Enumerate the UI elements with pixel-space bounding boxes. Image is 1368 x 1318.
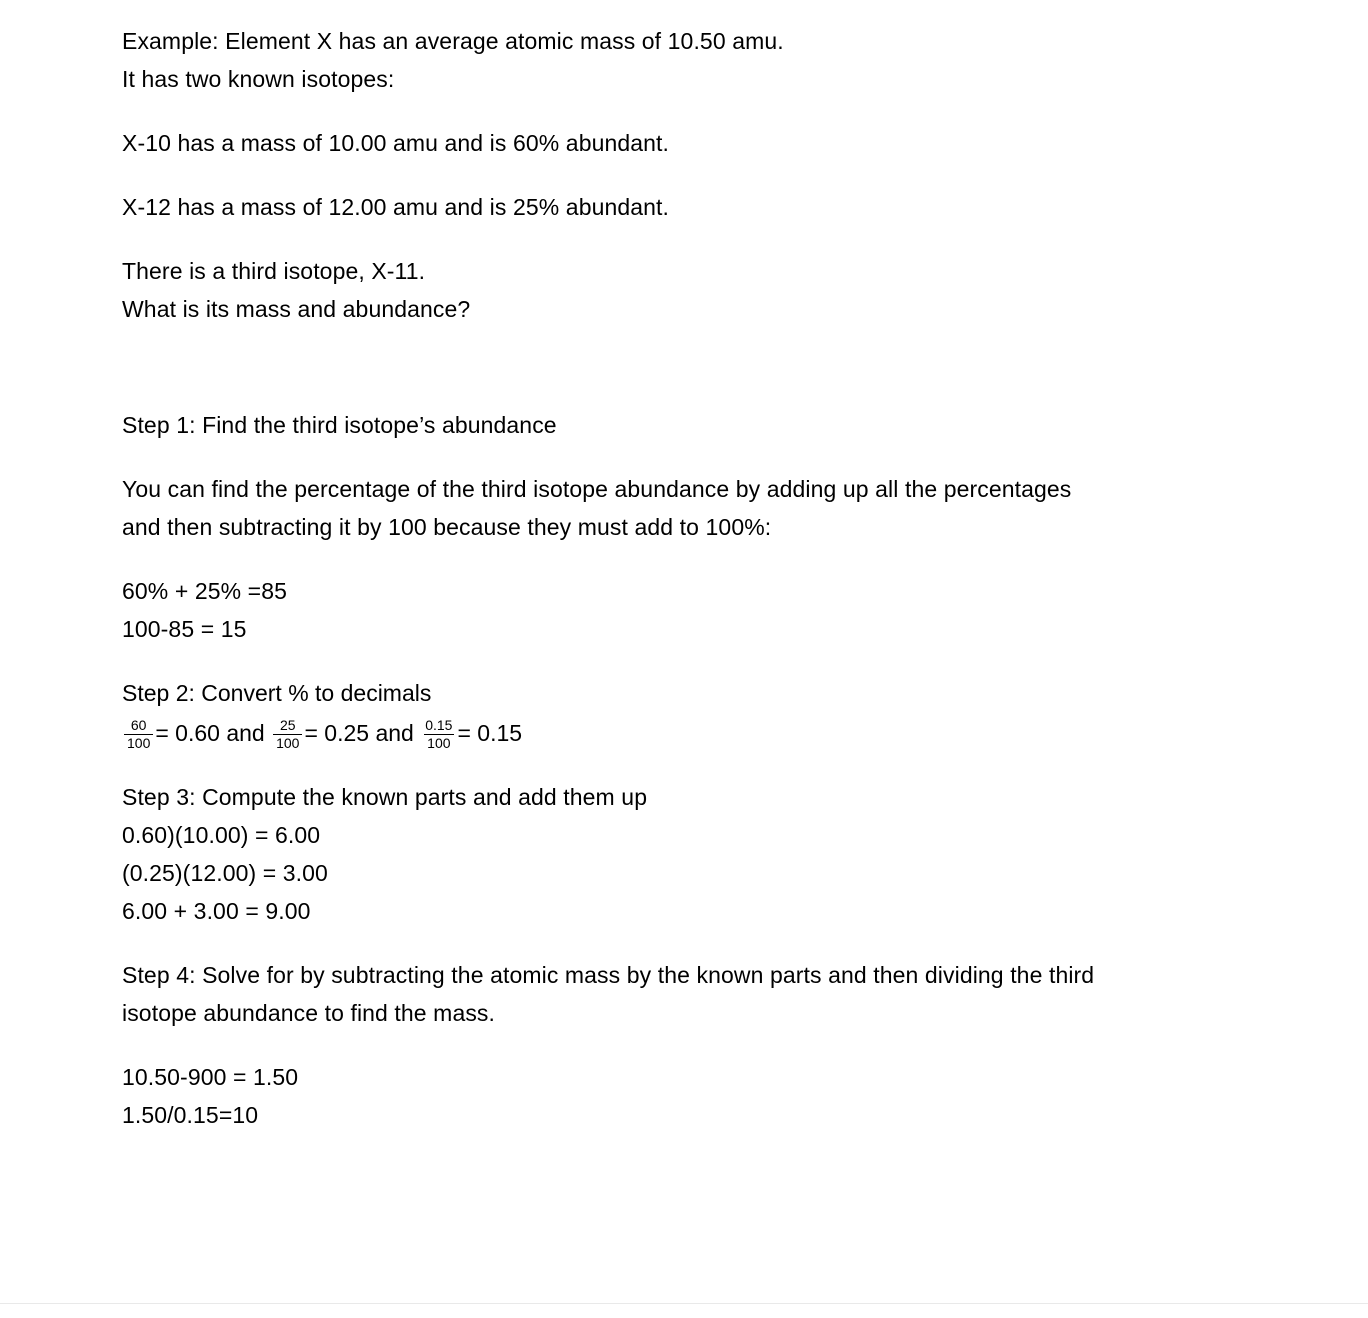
question-line-1: There is a third isotope, X-11. — [122, 258, 426, 284]
step-1-body-line-1: You can find the percentage of the third isotope abundance by adding up all the percentages — [122, 476, 1072, 502]
step-4-calc-line-1: 10.50-900 = 1.50 — [122, 1064, 299, 1090]
step-2-text-3: = 0.15 — [457, 720, 523, 746]
question-line-2: What is its mass and abundance? — [122, 296, 471, 322]
step-1-body — [122, 470, 1344, 546]
step-4-calc-line-2: 1.50/0.15=10 — [122, 1102, 259, 1128]
step-1-calc-line-1: 60% + 25% =85 — [122, 578, 287, 604]
step-4-heading — [122, 956, 1344, 1032]
fraction-60-over-100: $\frac{60}{100}$ — [124, 718, 153, 751]
step-4-calculation — [122, 1058, 1344, 1134]
step-2-block — [122, 674, 1344, 752]
intro-paragraph — [122, 22, 1344, 98]
step-3-calc-line-1: 0.60)(10.00) = 6.00 — [122, 822, 321, 848]
step-4-heading-line-1: Step 4: Solve for by subtracting the atomic mass by the known parts and then dividing the third — [122, 962, 1095, 988]
step-3-calc-line-3: 6.00 + 3.00 = 9.00 — [122, 898, 311, 924]
step-4-heading-line-2: isotope abundance to find the mass. — [122, 1000, 496, 1026]
fraction-0point15-over-100: $\frac{0.15}{100}$ — [425, 716, 453, 751]
step-3-heading: Step 3: Compute the known parts and add them up — [122, 784, 648, 810]
intro-line-1: Example: Element X has an average atomic mass of 10.50 amu. — [122, 28, 784, 54]
spacer-before-step-1 — [122, 354, 1344, 406]
fraction-25-over-100: $\frac{25}{100}$ — [273, 718, 302, 751]
step-1-calc-line-2: 100-85 = 15 — [122, 616, 247, 642]
step-2-text-1: = 0.60 and — [155, 720, 272, 746]
question-paragraph — [122, 252, 1344, 328]
step-2-text-2: = 0.25 and — [304, 720, 421, 746]
intro-line-2: It has two known isotopes: — [122, 66, 395, 92]
step-1-body-line-2: and then subtracting it by 100 because they must add to 100%: — [122, 514, 772, 540]
step-1-heading: Step 1: Find the third isotope’s abundance — [122, 412, 557, 438]
step-1-calculation — [122, 572, 1344, 648]
isotope-2-statement: X-12 has a mass of 12.00 amu and is 25% abundant. — [122, 194, 670, 220]
page-bottom-edge — [0, 1303, 1368, 1318]
step-3-calc-line-2: (0.25)(12.00) = 3.00 — [122, 860, 328, 886]
step-3-block — [122, 778, 1344, 930]
step-2-conversion-row — [122, 714, 1344, 752]
step-2-heading: Step 2: Convert % to decimals — [122, 680, 432, 706]
isotope-1-statement: X-10 has a mass of 10.00 amu and is 60% abundant. — [122, 130, 670, 156]
spacer-before-step-3 — [122, 752, 1344, 778]
